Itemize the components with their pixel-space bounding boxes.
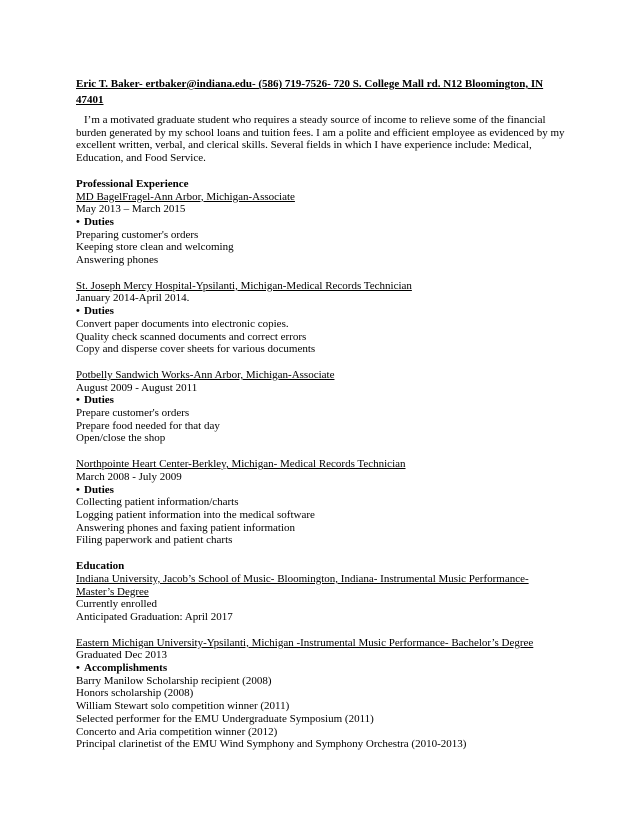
education-detail: Currently enrolled [76, 598, 157, 611]
duty-item: Answering phones [76, 254, 159, 267]
education-heading: Education [76, 560, 125, 573]
job-dates: August 2009 - August 2011 [76, 381, 198, 394]
bullet-icon: • [76, 305, 80, 318]
job-title: Potbelly Sandwich Works-Ann Arbor, Michigan-Associate [76, 368, 335, 381]
duties-heading [76, 216, 566, 229]
accomplishment-item: Principal clarinetist of the EMU Wind Symphony and Symphony Orchestra (2010-2013) [76, 738, 467, 751]
bullet-icon: • [76, 483, 80, 496]
duties-label: Duties [84, 483, 114, 496]
accomplishment-item: Concerto and Aria competition winner (2012) [76, 725, 278, 738]
bullet-icon: • [76, 394, 80, 407]
intro-paragraph: I’m a motivated graduate student who requires a steady source of income to relieve some of the financial burden generated by my school loans and tuition fees. I am a polite and efficient employee as evidenced by my excellent written, verbal, and clerical skills. Several fields in which I have experience include: Medical, Education, and Food Service. [76, 114, 565, 165]
duty-item: Open/close the shop [76, 432, 166, 445]
job-title: MD BagelFragel-Ann Arbor, Michigan-Associate [76, 190, 295, 203]
education-detail: Graduated Dec 2013 [76, 649, 168, 662]
experience-heading: Professional Experience [76, 177, 189, 190]
duty-item: Collecting patient information/charts [76, 496, 239, 509]
job-dates: March 2008 - July 2009 [76, 470, 182, 483]
accomplishments-heading [76, 662, 566, 675]
education-degree: Master’s Degree [76, 585, 149, 598]
job-title: Northpointe Heart Center-Berkley, Michigan- Medical Records Technician [76, 458, 406, 471]
duty-item: Copy and disperse cover sheets for various documents [76, 343, 316, 356]
duties-heading [76, 305, 566, 318]
job-dates: May 2013 – March 2015 [76, 203, 186, 216]
duty-item: Filing paperwork and patient charts [76, 534, 233, 547]
education-title: Indiana University, Jacob’s School of Music- Bloomington, Indiana- Instrumental Music Performance- [76, 572, 529, 585]
contact-zip: 47401 [76, 94, 104, 106]
duty-item: Keeping store clean and welcoming [76, 241, 234, 254]
education-title: Eastern Michigan University-Ypsilanti, Michigan -Instrumental Music Performance- Bachelor’s Degree [76, 636, 534, 649]
accomplishment-item: Honors scholarship (2008) [76, 687, 194, 700]
duties-heading [76, 394, 566, 407]
duties-heading [76, 484, 566, 497]
accomplishment-item: Barry Manilow Scholarship recipient (2008) [76, 674, 272, 687]
duty-item: Logging patient information into the medical software [76, 508, 315, 521]
job-entry [76, 280, 566, 356]
accomplishments-label: Accomplishments [84, 662, 168, 675]
duties-label: Duties [84, 305, 114, 318]
education-entry [76, 637, 566, 751]
education-detail: Anticipated Graduation: April 2017 [76, 610, 233, 623]
duties-label: Duties [84, 394, 114, 407]
resume-page [76, 76, 566, 751]
duty-item: Prepare food needed for that day [76, 419, 220, 432]
accomplishment-item: Selected performer for the EMU Undergraduate Symposium (2011) [76, 712, 374, 725]
job-entry [76, 369, 566, 445]
job-entry [76, 191, 566, 267]
duty-item: Preparing customer's orders [76, 228, 199, 241]
job-title: St. Joseph Mercy Hospital-Ypsilanti, Michigan-Medical Records Technician [76, 279, 412, 292]
education-entry [76, 573, 566, 624]
contact-line: Eric T. Baker- ertbaker@indiana.edu- (586) 719-7526- 720 S. College Mall rd. N12 Bloomington, IN [76, 78, 544, 90]
duty-item: Quality check scanned documents and correct errors [76, 330, 307, 343]
job-entry [76, 458, 566, 547]
job-dates: January 2014-April 2014. [76, 292, 190, 305]
bullet-icon: • [76, 215, 80, 228]
contact-header [76, 76, 566, 108]
bullet-icon: • [76, 662, 80, 675]
duty-item: Answering phones and faxing patient information [76, 521, 296, 534]
duty-item: Prepare customer's orders [76, 407, 190, 420]
duty-item: Convert paper documents into electronic copies. [76, 317, 289, 330]
duties-label: Duties [84, 215, 114, 228]
accomplishment-item: William Stewart solo competition winner (2011) [76, 700, 290, 713]
